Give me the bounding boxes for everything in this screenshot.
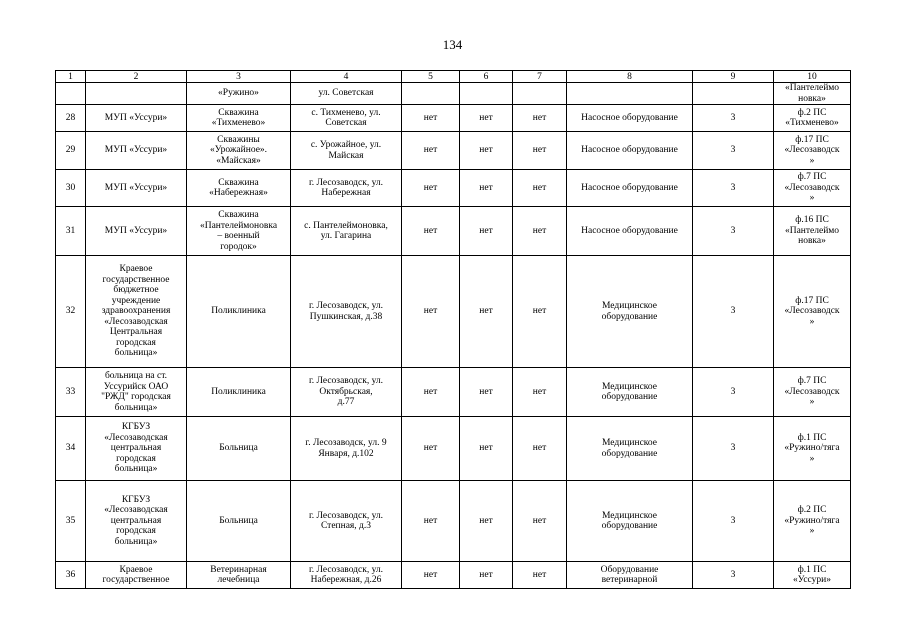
table-cell: [774, 132, 851, 170]
table-cell: [693, 105, 774, 132]
table-cell: [291, 207, 402, 256]
table-cell: [460, 368, 513, 417]
cell-text: 3: [730, 515, 736, 526]
page-number: 134: [442, 37, 463, 52]
table-cell: [402, 562, 460, 589]
table-cell: [513, 207, 567, 256]
cell-text: нет: [532, 386, 547, 397]
table-cell: [187, 105, 291, 132]
cell-text: ф.17 ПС «Лесозаводск »: [784, 295, 840, 327]
column-number-cell: 10: [774, 71, 851, 83]
column-number-cell: 8: [567, 71, 693, 83]
table-cell: [291, 170, 402, 207]
table-cell: [86, 256, 187, 368]
table-cell: [56, 207, 86, 256]
cell-text: 32: [65, 306, 76, 317]
cell-text: ф.16 ПС «Пантелеймо новка»: [784, 215, 840, 247]
table-cell: [187, 83, 291, 105]
table-cell: [291, 83, 402, 105]
cell-text: Скважина «Тихменево»: [211, 107, 266, 128]
table-cell: [513, 368, 567, 417]
cell-text: 35: [65, 515, 76, 526]
cell-text: КГБУЗ «Лесозаводская центральная городская больница»: [104, 494, 168, 547]
cell-text: Поликлиника: [211, 306, 266, 317]
cell-text: нет: [479, 225, 493, 236]
cell-text: МУП «Уссури»: [104, 145, 168, 156]
table-cell: [291, 368, 402, 417]
table-cell: [460, 481, 513, 562]
cell-text: 28: [65, 112, 76, 123]
cell-text: 36: [65, 569, 76, 580]
table-cell: [693, 417, 774, 481]
table-cell: [513, 105, 567, 132]
table-cell: [291, 562, 402, 589]
table-cell: [567, 105, 693, 132]
table-cell: [567, 562, 693, 589]
table-cell: [86, 83, 187, 105]
cell-text: с. Тихменево, ул. Советская: [311, 107, 381, 128]
table-cell: [86, 207, 187, 256]
column-number-cell: 6: [460, 71, 513, 83]
column-number-cell: 2: [86, 71, 187, 83]
cell-text: Поликлиника: [211, 386, 266, 397]
cell-text: нет: [423, 569, 438, 580]
table-cell: [693, 207, 774, 256]
cell-text: нет: [532, 225, 547, 236]
table-cell: [774, 368, 851, 417]
table-cell: [402, 105, 460, 132]
cell-text: 30: [65, 182, 76, 193]
cell-text: КГБУЗ «Лесозаводская центральная городская больница»: [104, 422, 168, 475]
cell-text: Краевое государственное: [102, 564, 170, 585]
cell-text: 3: [730, 145, 736, 156]
cell-text: 3: [730, 443, 736, 454]
cell-text: нет: [423, 182, 438, 193]
cell-text: нет: [423, 386, 438, 397]
cell-text: 3: [730, 386, 736, 397]
table-cell: [291, 417, 402, 481]
table-cell: [291, 256, 402, 368]
table-cell: [693, 170, 774, 207]
table-cell: [402, 256, 460, 368]
table-cell: [460, 207, 513, 256]
table-cell: [86, 417, 187, 481]
table-cell: [693, 481, 774, 562]
equipment-table: [55, 70, 851, 589]
column-number-cell: 1: [56, 71, 86, 83]
table-row: [56, 132, 851, 170]
table-cell: [567, 368, 693, 417]
table-cell: [56, 368, 86, 417]
table-cell: [86, 105, 187, 132]
cell-text: Насосное оборудование: [581, 112, 678, 123]
table-cell: [774, 562, 851, 589]
table-row: [56, 83, 851, 105]
table-cell: [187, 481, 291, 562]
table-cell: [86, 170, 187, 207]
cell-text: ф.7 ПС «Лесозаводск »: [784, 172, 840, 204]
table-cell: [187, 562, 291, 589]
cell-text: нет: [532, 306, 547, 317]
table-cell: [187, 368, 291, 417]
table-cell: [291, 481, 402, 562]
cell-text: Оборудование ветеринарной: [600, 564, 659, 585]
table-cell: [187, 207, 291, 256]
cell-text: нет: [532, 569, 547, 580]
table-cell: [774, 207, 851, 256]
table-cell: [402, 481, 460, 562]
cell-text: МУП «Уссури»: [104, 112, 168, 123]
table-cell: [513, 562, 567, 589]
table-cell: [774, 256, 851, 368]
table-cell: [402, 83, 460, 105]
cell-text: г. Лесозаводск, ул. Пушкинская, д.38: [308, 301, 384, 322]
cell-text: Насосное оборудование: [581, 145, 678, 156]
cell-text: нет: [532, 515, 547, 526]
cell-text: Скважины «Урожайное». «Майская»: [209, 134, 268, 166]
cell-text: нет: [479, 306, 493, 317]
cell-text: 3: [730, 306, 736, 317]
cell-text: г. Лесозаводск, ул. Степная, д.3: [308, 510, 384, 531]
cell-text: нет: [479, 515, 493, 526]
cell-text: Медицинское оборудование: [601, 381, 658, 402]
table-cell: [187, 256, 291, 368]
table-cell: [86, 562, 187, 589]
cell-text: Ветеринарная лечебница: [210, 564, 267, 585]
cell-text: 33: [65, 386, 76, 397]
cell-text: нет: [479, 443, 493, 454]
table-cell: [187, 417, 291, 481]
cell-text: г. Лесозаводск, ул. Набережная: [308, 177, 384, 198]
table-cell: [56, 481, 86, 562]
table-cell: [86, 481, 187, 562]
table-cell: [693, 132, 774, 170]
column-number-row: [56, 71, 851, 83]
cell-text: ф.7 ПС «Лесозаводск »: [784, 376, 840, 408]
table-cell: [513, 132, 567, 170]
cell-text: нет: [423, 225, 438, 236]
cell-text: ф.1 ПС «Ружино/тяга »: [784, 432, 840, 464]
cell-text: Больница: [219, 443, 258, 454]
cell-text: нет: [423, 145, 438, 156]
cell-text: нет: [532, 112, 547, 123]
table-cell: [402, 132, 460, 170]
cell-text: МУП «Уссури»: [104, 182, 168, 193]
table-cell: [460, 170, 513, 207]
table-cell: [56, 83, 86, 105]
cell-text: нет: [423, 443, 438, 454]
cell-text: нет: [532, 182, 547, 193]
table-cell: [56, 256, 86, 368]
cell-text: ф.2 ПС «Тихменево»: [785, 107, 839, 128]
table-cell: [567, 417, 693, 481]
cell-text: ф.17 ПС «Лесозаводск »: [784, 134, 840, 166]
table-row: [56, 256, 851, 368]
cell-text: г. Лесозаводск, ул. Октябрьская, д.77: [308, 376, 384, 408]
table-cell: [567, 132, 693, 170]
table-cell: [187, 170, 291, 207]
cell-text: с. Урожайное, ул. Майская: [310, 140, 382, 161]
table-row: [56, 562, 851, 589]
table-cell: [460, 256, 513, 368]
cell-text: с. Пантелеймоновка, ул. Гагарина: [304, 220, 388, 241]
table-cell: [567, 481, 693, 562]
column-number-cell: 4: [291, 71, 402, 83]
table-cell: [460, 562, 513, 589]
table-cell: [86, 132, 187, 170]
cell-text: Насосное оборудование: [581, 225, 678, 236]
cell-text: Медицинское оборудование: [601, 438, 658, 459]
table-cell: [693, 562, 774, 589]
table-cell: [513, 481, 567, 562]
table-cell: [774, 417, 851, 481]
cell-text: нет: [479, 386, 493, 397]
cell-text: 34: [65, 443, 76, 454]
cell-text: ф.2 ПС «Ружино/тяга »: [784, 505, 840, 537]
table-cell: [774, 170, 851, 207]
column-number-cell: 7: [513, 71, 567, 83]
table-row: [56, 368, 851, 417]
table-cell: [56, 132, 86, 170]
table-cell: [56, 417, 86, 481]
table-cell: [693, 256, 774, 368]
table-row: [56, 207, 851, 256]
table-cell: [402, 170, 460, 207]
table-cell: [291, 105, 402, 132]
table-cell: [402, 368, 460, 417]
cell-text: Медицинское оборудование: [601, 301, 658, 322]
cell-text: нет: [479, 182, 493, 193]
table-cell: [693, 368, 774, 417]
column-number-cell: 9: [693, 71, 774, 83]
cell-text: нет: [479, 112, 493, 123]
cell-text: больница на ст. Уссурийск ОАО "РЖД" городская больница»: [101, 371, 171, 413]
table-cell: [86, 368, 187, 417]
table-cell: [460, 83, 513, 105]
cell-text: 3: [730, 112, 736, 123]
table-cell: [513, 83, 567, 105]
cell-text: Скважина «Набережная»: [209, 177, 268, 198]
table-cell: [774, 83, 851, 105]
cell-text: нет: [423, 515, 438, 526]
table-cell: [774, 105, 851, 132]
cell-text: Насосное оборудование: [581, 182, 678, 193]
table-cell: [460, 105, 513, 132]
cell-text: нет: [479, 145, 493, 156]
column-number-cell: 3: [187, 71, 291, 83]
cell-text: Краевое государственное бюджетное учреждение здравоохранения «Лесозаводская Центральная городская больница»: [101, 264, 171, 359]
table-cell: [567, 256, 693, 368]
cell-text: 3: [730, 182, 736, 193]
table-cell: [567, 207, 693, 256]
cell-text: 31: [65, 225, 76, 236]
table-cell: [402, 417, 460, 481]
cell-text: ф.1 ПС «Уссури»: [793, 564, 831, 585]
cell-text: 3: [730, 569, 736, 580]
table-cell: [513, 256, 567, 368]
table-cell: [56, 562, 86, 589]
table-cell: [187, 132, 291, 170]
table-cell: [513, 170, 567, 207]
table-row: [56, 481, 851, 562]
cell-text: «Ружино»: [218, 88, 259, 99]
table-cell: [513, 417, 567, 481]
table-cell: [693, 83, 774, 105]
cell-text: г. Лесозаводск, ул. Набережная, д.26: [308, 564, 384, 585]
table-row: [56, 170, 851, 207]
table-cell: [56, 170, 86, 207]
table-cell: [567, 170, 693, 207]
cell-text: Больница: [219, 515, 258, 526]
cell-text: 29: [65, 145, 76, 156]
table-row: [56, 417, 851, 481]
cell-text: «Пантелеймо новка»: [784, 83, 840, 104]
column-number-cell: 5: [402, 71, 460, 83]
table-cell: [567, 83, 693, 105]
cell-text: Скважина «Пантелеймоновка – военный городок»: [199, 210, 278, 252]
cell-text: нет: [532, 145, 547, 156]
cell-text: нет: [479, 569, 493, 580]
table-cell: [460, 132, 513, 170]
cell-text: нет: [423, 112, 438, 123]
cell-text: нет: [532, 443, 547, 454]
table-cell: [774, 481, 851, 562]
table-row: [56, 105, 851, 132]
cell-text: Медицинское оборудование: [601, 510, 658, 531]
cell-text: 3: [730, 225, 736, 236]
table-cell: [460, 417, 513, 481]
cell-text: ул. Советская: [318, 88, 374, 99]
cell-text: МУП «Уссури»: [104, 225, 168, 236]
cell-text: г. Лесозаводск, ул. 9 Января, д.102: [305, 438, 387, 459]
table-cell: [56, 105, 86, 132]
table-cell: [291, 132, 402, 170]
table-cell: [402, 207, 460, 256]
cell-text: нет: [423, 306, 438, 317]
